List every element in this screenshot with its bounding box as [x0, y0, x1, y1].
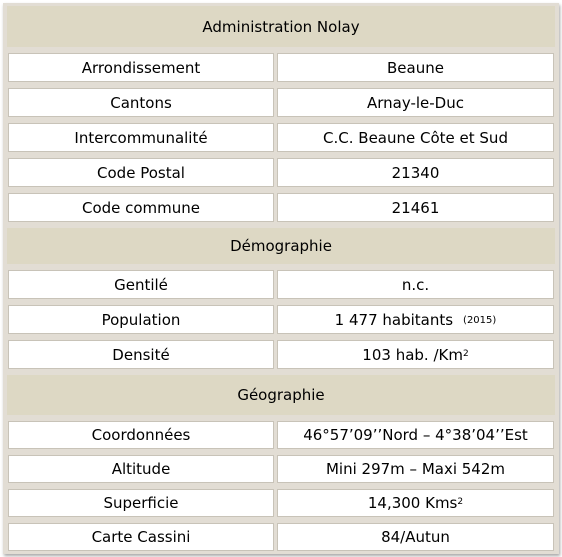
row-label: Arrondissement	[8, 53, 274, 82]
row-label: Population	[8, 305, 274, 334]
area-value: 14,300 Kms	[367, 494, 458, 512]
row-label: Code commune	[8, 193, 274, 222]
row-value: 21461	[277, 193, 554, 222]
table-row	[3, 337, 559, 372]
row-value: Beaune	[277, 53, 554, 82]
row-value: 84/Autun	[277, 523, 554, 551]
commune-info-table	[3, 3, 559, 554]
table-row	[3, 418, 559, 452]
row-value: C.C. Beaune Côte et Sud	[277, 123, 554, 152]
row-value: n.c.	[277, 270, 554, 299]
row-label: Carte Cassini	[8, 523, 274, 551]
table-row	[3, 50, 559, 85]
table-row	[3, 486, 559, 520]
row-label: Superficie	[8, 489, 274, 517]
row-label: Intercommunalité	[8, 123, 274, 152]
table-row	[3, 120, 559, 155]
table-row	[3, 452, 559, 486]
row-label: Code Postal	[8, 158, 274, 187]
table-row	[3, 520, 559, 554]
table-row	[3, 190, 559, 225]
row-label: Densité	[8, 340, 274, 369]
section-demographie	[3, 225, 559, 267]
section-header-administration: Administration Nolay	[7, 6, 555, 47]
row-value	[277, 340, 554, 369]
table-row	[3, 155, 559, 190]
population-value: 1 477 habitants	[334, 310, 454, 329]
row-value: Arnay-le-Duc	[277, 88, 554, 117]
row-value	[277, 305, 554, 334]
section-header-demographie: Démographie	[7, 228, 555, 264]
section-geographie	[3, 372, 559, 418]
section-header-geographie: Géographie	[7, 375, 555, 415]
table-row	[3, 267, 559, 302]
row-label: Gentilé	[8, 270, 274, 299]
row-value: 21340	[277, 158, 554, 187]
row-value: 46°57’09’’Nord – 4°38’04’’Est	[277, 421, 554, 449]
row-label: Cantons	[8, 88, 274, 117]
table-row	[3, 85, 559, 120]
density-value: 103 hab. /Km	[362, 345, 463, 364]
population-year: (2015)	[463, 315, 497, 326]
row-value	[277, 489, 554, 517]
row-label: Coordonnées	[8, 421, 274, 449]
area-superscript: 2	[457, 497, 464, 507]
section-administration	[3, 3, 559, 50]
row-value: Mini 297m – Maxi 542m	[277, 455, 554, 483]
row-label: Altitude	[8, 455, 274, 483]
density-superscript: 2	[462, 348, 469, 359]
table-row	[3, 302, 559, 337]
